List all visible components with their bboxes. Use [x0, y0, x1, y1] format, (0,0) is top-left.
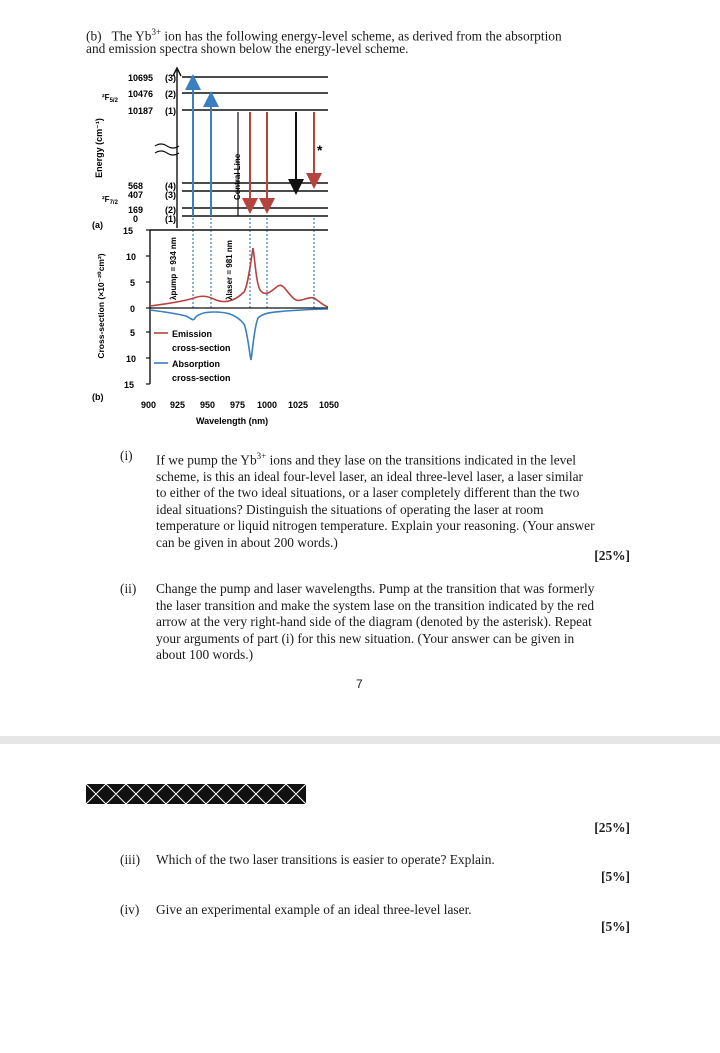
question-i-text: If we pump the $Yb^{3+}$ ions and they lase on the transitions indicated in the level scheme, is this an ideal four-level laser, an ideal three-level laser, a laser similar to either of the two ideal situations, or a laser completely different than the two ideal situations? Distinguish the situations of operating the laser at room temperature or liquid nitrogen temperature. Explain your reasoning. (Your answer can be given in about 200 words.) [156, 451, 595, 550]
question-i-mark: [25%] [594, 548, 630, 563]
level-lower-1-index: (1) [165, 214, 176, 224]
part-b-intro: (b) The $Yb^{3+}$ ion has the following energy-level scheme, as derived from the absorption [86, 27, 562, 44]
legend-absorption-2: cross-section [172, 373, 231, 383]
level-lower-3-index: (3) [165, 190, 176, 200]
level-lower-4-energy: 568 [128, 181, 144, 191]
level-lower-2-index: (2) [165, 205, 176, 215]
cross-section-axis-label: Cross-section (×10⁻²⁰cm²) [96, 253, 106, 359]
x-tick-label: 1000 [257, 400, 278, 410]
level-upper-3-energy: 10695 [128, 73, 154, 83]
legend-emission-2: cross-section [172, 343, 231, 353]
question-i-number: (i) [120, 448, 133, 463]
question-iv-number: (iv) [120, 902, 140, 917]
question-ii-text: Change the pump and laser wavelengths. Pump at the transition that was formerly the laser transition and make the system lase on the transition indicated by the red arrow at the very right-hand side of the diagram (denoted by the asterisk). Repeat your arguments of part (i) for this new situation. (Your answer can be given in about 100 words.) [156, 581, 595, 662]
question-iii-mark: [5%] [600, 869, 630, 884]
energy-axis-label: Energy (cm⁻¹) [94, 118, 104, 178]
y-tick-label: 10 [126, 354, 137, 364]
upper-manifold-label: $^2F_{5/2}$ [102, 93, 118, 104]
part-b-label: (b) [86, 28, 102, 44]
x-tick-label: 1025 [288, 400, 309, 410]
x-tick-label: 925 [170, 400, 186, 410]
page-number: 7 [356, 677, 363, 691]
part-b-intro-line2: and emission spectra shown below the energy-level scheme. [86, 41, 409, 56]
question-iv-mark: [5%] [600, 919, 630, 934]
question-ii-number: (ii) [120, 581, 137, 596]
y-tick-label: 10 [126, 252, 137, 262]
x-tick-label: 900 [141, 400, 157, 410]
central-line-label: Central Line [233, 153, 242, 200]
laser-wavelength-label: λlaser = 981 nm [225, 240, 234, 300]
level-lower-3-energy: 407 [128, 190, 144, 200]
level-lower-2-energy: 169 [128, 205, 144, 215]
question-iii-text: Which of the two laser transitions is easier to operate? Explain. [156, 852, 495, 867]
y-tick-label: 0 [130, 304, 136, 314]
lower-manifold-label: $^2F_{7/2}$ [102, 195, 118, 206]
x-tick-label: 950 [200, 400, 216, 410]
question-iii-number: (iii) [120, 852, 141, 867]
level-upper-1-energy: 10187 [128, 106, 154, 116]
y-tick-label: 5 [130, 278, 136, 288]
x-axis-label: Wavelength (nm) [196, 416, 269, 426]
legend-absorption: Absorption [172, 359, 220, 369]
level-lower-1-energy: 0 [133, 214, 139, 224]
page2-mark: [25%] [594, 820, 630, 835]
energy-level-figure [86, 60, 376, 435]
x-tick-label: 975 [230, 400, 246, 410]
y-tick-label: 5 [130, 328, 136, 338]
level-upper-1-index: (1) [165, 106, 176, 116]
level-lower-4-index: (4) [165, 181, 176, 191]
page-separator [0, 736, 720, 744]
asterisk-marker: * [317, 142, 323, 158]
y-tick-label: 15 [124, 380, 135, 390]
level-upper-2-energy: 10476 [128, 89, 154, 99]
pump-wavelength-label: λpump = 934 nm [169, 237, 178, 300]
panel-a-label: (a) [92, 220, 103, 230]
panel-b-label: (b) [92, 392, 104, 402]
redacted-block [86, 784, 306, 804]
level-upper-3-index: (3) [165, 73, 176, 83]
legend-emission: Emission [172, 329, 213, 339]
level-upper-2-index: (2) [165, 89, 176, 99]
question-iv-text: Give an experimental example of an ideal three-level laser. [156, 902, 472, 917]
x-tick-label: 1050 [319, 400, 340, 410]
y-tick-label: 15 [123, 226, 134, 236]
